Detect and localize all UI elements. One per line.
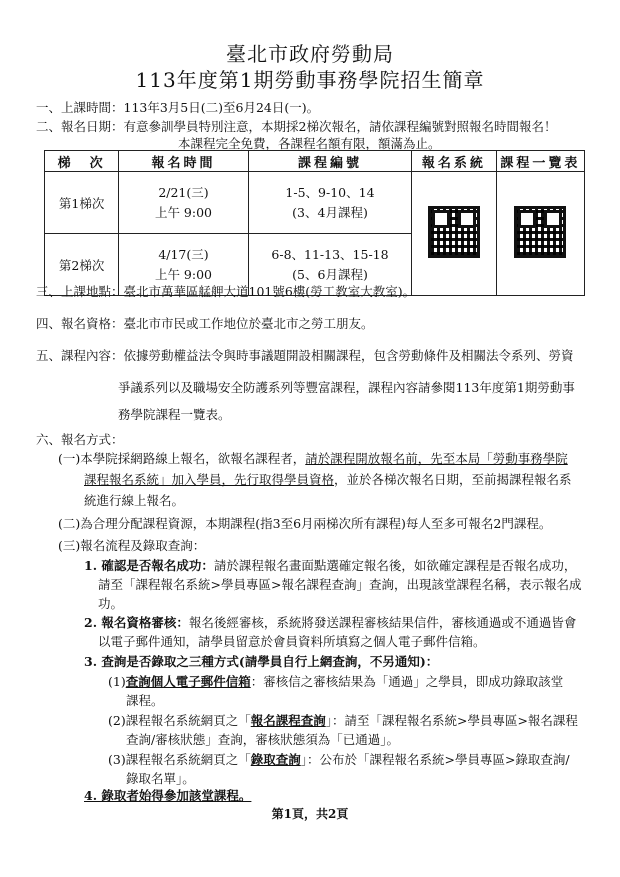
page-number: 第1頁，共2頁: [271, 807, 349, 821]
option-3-text: 錄取名單」。: [126, 771, 195, 786]
option-3-text: 」：公布於「課程報名系統>學員專區>錄取查詢/: [300, 752, 570, 767]
option-1-label: (1): [108, 674, 126, 689]
table-header: 報名時間: [119, 151, 249, 172]
step-2-heading: 2. 報名資格審核：: [84, 615, 189, 630]
table-header: 報名系統: [412, 151, 496, 172]
step-2-text: 報名後經審核，系統將發送課程審核結果信件，審核通過或不通過皆會: [188, 615, 577, 630]
method-3-heading: (三)報名流程及錄取查詢：: [58, 538, 206, 553]
section-eligibility: 四、報名資格：臺北市市民或工作地位於臺北市之勞工朋友。: [36, 316, 374, 331]
table-header: 課程編號: [248, 151, 411, 172]
option-3-emphasis: 錄取查詢: [250, 752, 301, 767]
option-3-text: (3)課程報名系統網頁之「: [108, 752, 251, 767]
option-1-text: 課程。: [126, 693, 164, 708]
course-numbers: 6-8、11-13、15-18: [271, 246, 389, 262]
option-2-emphasis: 報名課程查詢: [250, 713, 326, 728]
step-1-heading: 1. 確認是否報名成功：: [84, 558, 214, 573]
method-1-text: 統進行線上報名。: [84, 493, 185, 508]
page-title-agency: 臺北市政府勞動局: [226, 42, 394, 66]
section-class-time: 一、上課時間：113年3月5日(二)至6月24日(一)。: [36, 100, 320, 115]
option-2-text: 查詢/審核狀態」查詢，審核狀態須為「已通過」。: [126, 732, 399, 747]
section-content: 五、課程內容：依據勞動權益法令與時事議題開設相關課程，包含勞動條件及相關法令系列、勞資: [36, 348, 574, 363]
method-1-emphasis: 請於課程開放報名前，先至本局「勞動事務學院: [305, 451, 568, 466]
batch-cell: 第2梯次: [45, 234, 119, 296]
step-1-text: 請至「課程報名系統>學員專區>報名課程查詢」查詢，出現該堂課程名稱，表示報名成: [98, 577, 582, 592]
section-location: 三、上課地點：臺北市萬華區艋舺大道101號6樓(勞工教室大教室)。: [36, 284, 416, 299]
table-header: 課程一覽表: [496, 151, 584, 172]
section-registration-date: 二、報名日期：有意參訓學員特別注意，本期採2梯次報名，請依課程編號對照報名時間報名！: [36, 119, 557, 134]
reg-time: 上午 9:00: [154, 204, 212, 220]
schedule-table: [44, 150, 585, 296]
registration-qr-code[interactable]: [428, 206, 480, 258]
step-1-text: 功。: [98, 596, 124, 611]
method-1-text: ，並於各梯次報名日期，至前揭課程報名系: [334, 472, 572, 487]
step-3-heading: 3. 查詢是否錄取之三種方式(請學員自行上網查詢，不另通知)：: [84, 654, 439, 669]
step-4-text: 4. 錄取者始得參加該堂課程。: [84, 788, 252, 803]
reg-date: 4/17(三): [158, 246, 209, 262]
table-header: 梯 次: [45, 151, 119, 172]
reg-date: 2/21(三): [158, 184, 209, 200]
step-1-text: 請於課程報名畫面點選確定報名後，如欲確定課程是否報名成功，: [213, 558, 577, 573]
batch-cell: 第1梯次: [45, 172, 119, 234]
course-months: (5、6月課程): [292, 266, 368, 282]
option-2-text: (2)課程報名系統網頁之「: [108, 713, 251, 728]
option-1-text: ：審核信之審核結果為「通過」之學員，即成功錄取該堂: [250, 674, 564, 689]
page-title-program: 113年度第1期勞動事務學院招生簡章: [135, 68, 485, 92]
section-registration-method: 六、報名方式：: [36, 432, 124, 447]
table-row: [45, 172, 585, 234]
section-content-cont: 務學院課程一覽表。: [118, 407, 231, 422]
method-1-emphasis: 課程報名系統」加入學員，先行取得學員資格: [84, 472, 335, 487]
course-list-qr-code[interactable]: [514, 206, 566, 258]
reg-time: 上午 9:00: [154, 266, 212, 282]
option-1-emphasis: 查詢個人電子郵件信箱: [125, 674, 251, 689]
free-notice: 本課程完全免費，各課程名額有限，額滿為止。: [178, 136, 441, 151]
method-2-text: (二)為合理分配課程資源，本期課程(指3至6月兩梯次所有課程)每人至多可報名2門課程。: [58, 516, 552, 531]
course-numbers: 1-5、9-10、14: [285, 184, 375, 200]
method-1-text: (一)本學院採網路線上報名，欲報名課程者，: [58, 451, 306, 466]
option-2-text: 」：請至「課程報名系統>學員專區>報名課程: [325, 713, 578, 728]
section-content-cont: 爭議系列以及職場安全防護系列等豐富課程，課程內容請參閱113年度第1期勞動事: [118, 380, 575, 395]
course-months: (3、4月課程): [292, 204, 368, 220]
step-2-text: 以電子郵件通知，請學員留意於會員資料所填寫之個人電子郵件信箱。: [98, 634, 486, 649]
